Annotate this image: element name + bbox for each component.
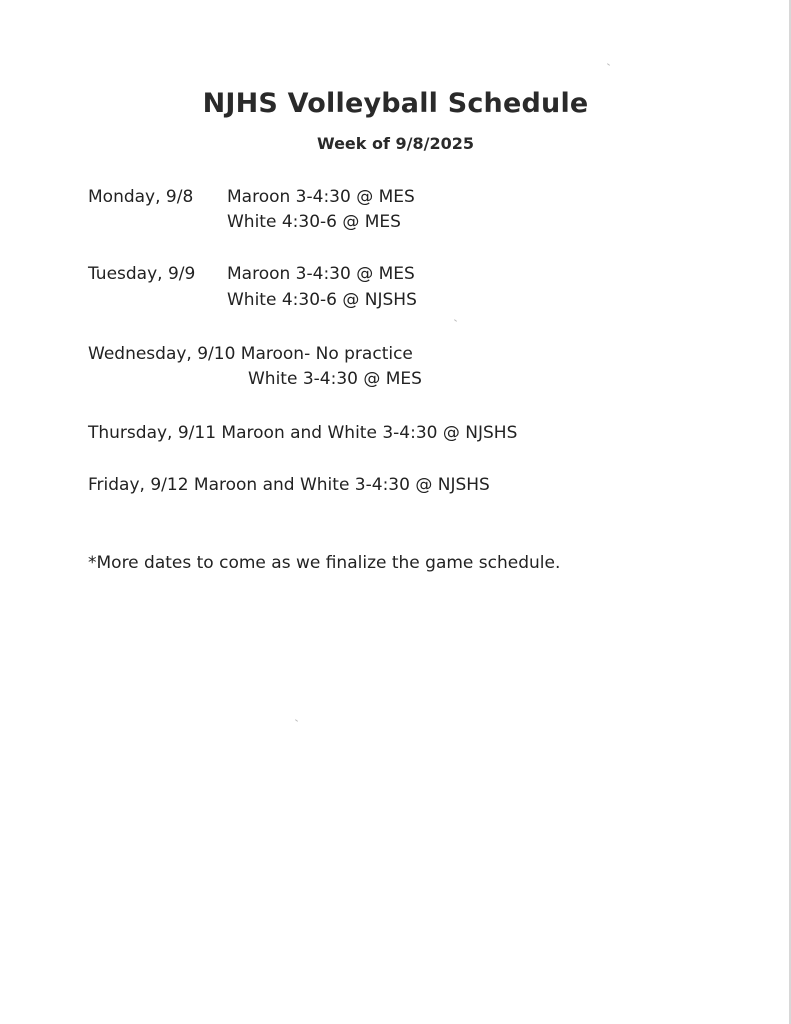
thursday-line: Thursday, 9/11 Maroon and White 3-4:30 @ NJSHS xyxy=(88,423,518,443)
wednesday-white: White 3-4:30 @ MES xyxy=(248,369,422,389)
monday-day: Monday, 9/8 xyxy=(88,187,194,207)
page-subtitle: Week of 9/8/2025 xyxy=(317,134,474,153)
scan-speck xyxy=(454,319,457,322)
scan-speck xyxy=(607,63,610,66)
tuesday-white: White 4:30-6 @ NJSHS xyxy=(227,290,417,310)
wednesday-line: Wednesday, 9/10 Maroon- No practice xyxy=(88,344,413,364)
tuesday-maroon: Maroon 3-4:30 @ MES xyxy=(227,264,415,284)
monday-white: White 4:30-6 @ MES xyxy=(227,212,401,232)
tuesday-day: Tuesday, 9/9 xyxy=(88,264,196,284)
scan-speck xyxy=(295,719,298,722)
friday-line: Friday, 9/12 Maroon and White 3-4:30 @ NJSHS xyxy=(88,475,490,495)
footnote: *More dates to come as we finalize the game schedule. xyxy=(88,553,561,573)
page-title: NJHS Volleyball Schedule xyxy=(202,88,589,119)
monday-maroon: Maroon 3-4:30 @ MES xyxy=(227,187,415,207)
